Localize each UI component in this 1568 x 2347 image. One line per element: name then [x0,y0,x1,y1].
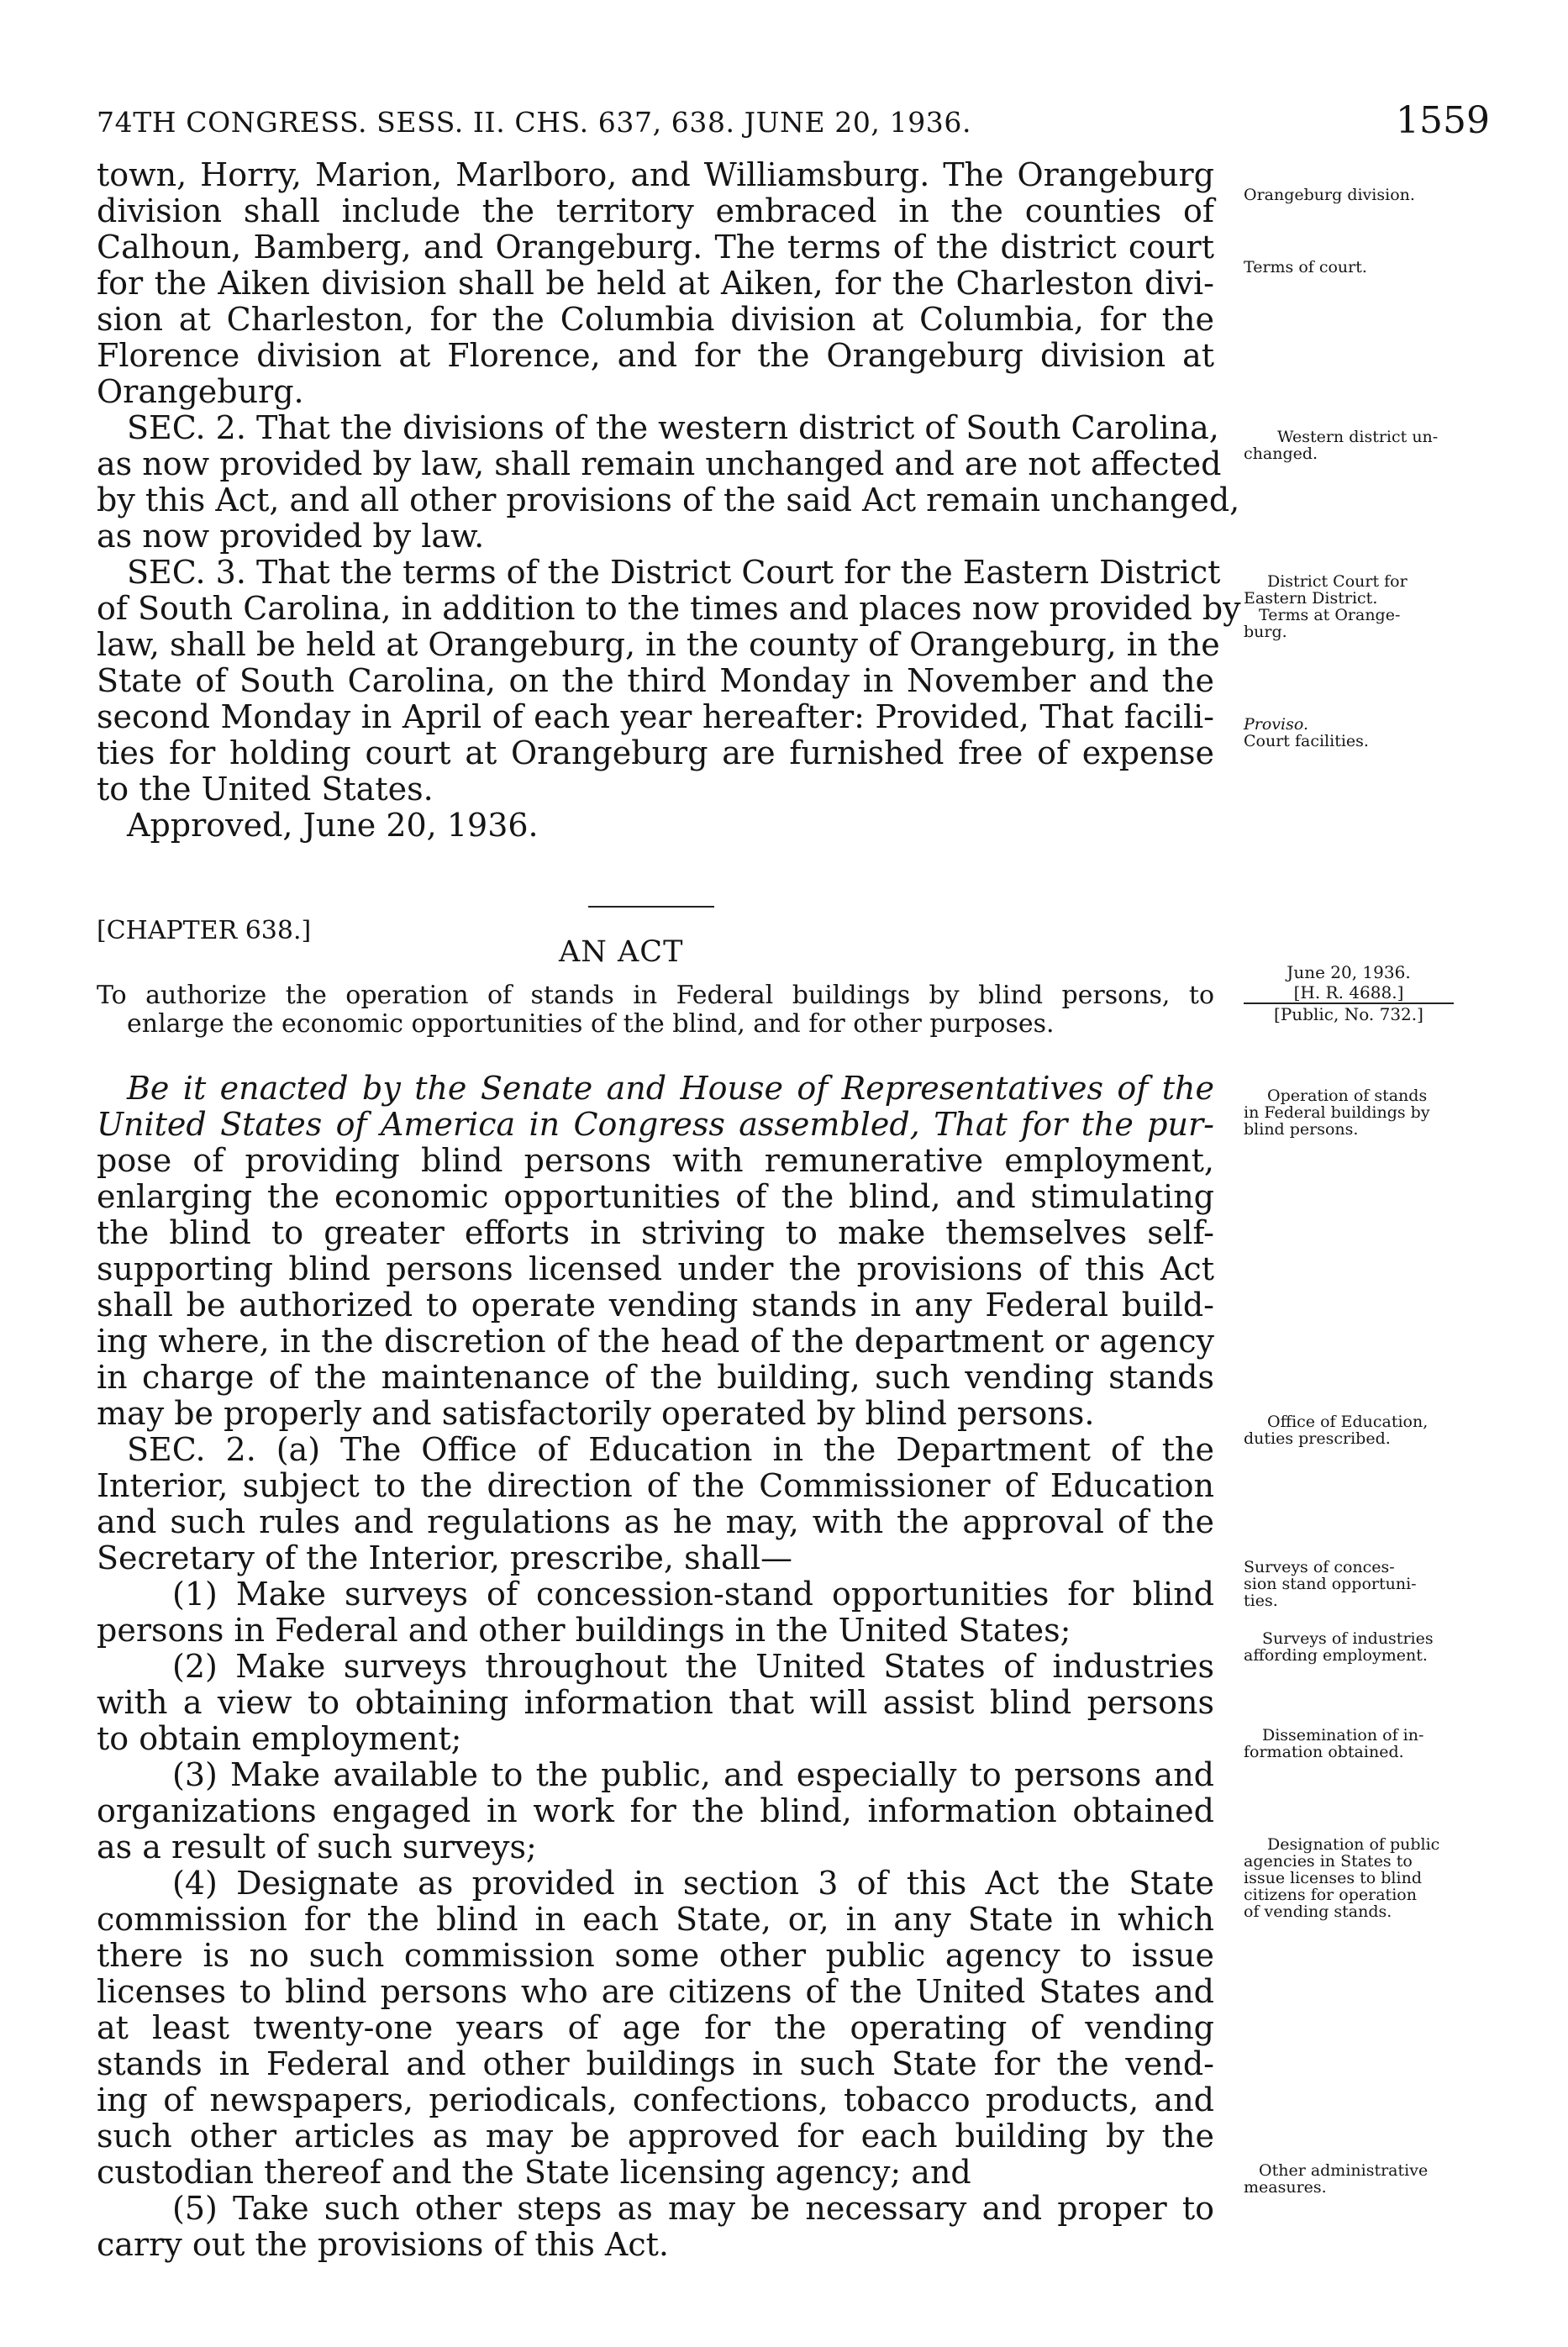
bill-number: [H. R. 4688.] [1293,982,1404,1002]
enacting-clause-line: Be it enacted by the Senate and House of Representatives of the [127,1070,1214,1107]
text-line: by this Act, and all other provisions of the said Act remain unchanged, [97,482,1240,518]
text-line: at least twenty-one years of age for the operating of vending [97,2009,1214,2046]
text-line: there is no such commission some other public agency to issue [97,1937,1214,1974]
clause-2-line: (2) Make surveys throughout the United States of industries [172,1648,1214,1685]
margin-note-terms-of-court: Terms of court. [1244,258,1367,276]
page-number: 1559 [1396,99,1490,142]
clause-3-line: (3) Make available to the public, and especially to persons and [172,1756,1214,1793]
margin-note-district-court: District Court for Eastern District. Terms at Orange- burg. [1244,572,1408,641]
approval-line: Approved, June 20, 1936. [127,807,539,844]
separator-rule [588,906,714,908]
margin-note-surveys-concession: Surveys of conces- sion stand opportuni- ties. [1244,1558,1417,1610]
text-line: as a result of such surveys; [97,1829,537,1865]
text-line: with a view to obtaining information that will assist blind persons [97,1684,1214,1721]
text-line: State of South Carolina, on the third Monday in November and the [97,662,1214,699]
text-line: ing where, in the discretion of the head of the department or agency [97,1323,1214,1360]
text-line: stands in Federal and other buildings in such State for the vend- [97,2045,1214,2082]
text-line: Secretary of the Interior, prescribe, shall— [97,1539,793,1576]
margin-note-dissemination: Dissemination of in- formation obtained. [1244,1726,1424,1761]
margin-note-designation: Designation of public agencies in States to issue licenses to blind citizens for operation of vending stands. [1244,1835,1440,1921]
margin-note-orangeburg-division: Orangeburg division. [1244,186,1415,204]
margin-note-office-of-education: Office of Education, duties prescribed. [1244,1413,1429,1448]
text-line: Florence division at Florence, and for the Orangeburg division at [97,337,1214,374]
chapter-638-text [97,1071,1214,2263]
page-header [97,99,1490,158]
text-line: Calhoun, Bamberg, and Orangeburg. The terms of the district court [97,229,1214,266]
text-line: pose of providing blind persons with remunerative employment, [97,1142,1214,1179]
text-line: enlarging the economic opportunities of the blind, and stimulating [97,1178,1214,1215]
chapter-label: [CHAPTER 638.] [97,916,312,945]
act-heading: AN ACT [559,935,684,969]
text-line: custodian thereof and the State licensing agency; and [97,2154,971,2191]
title-line: To authorize the operation of stands in Federal buildings by blind persons, to [97,981,1214,1010]
text-line: division shall include the territory embraced in the counties of [97,192,1214,229]
margin-note-other-administrative: Other administrative measures. [1244,2161,1429,2197]
text-line: of South Carolina, in addition to the times and places now provided by [97,590,1241,627]
text-line: to obtain employment; [97,1720,462,1757]
text-line: town, Horry, Marion, Marlboro, and Williamsburg. The Orangeburg [97,156,1214,193]
section-3-line: SEC. 3. That the terms of the District Court for the Eastern District [127,554,1221,591]
text-line: may be properly and satisfactorily operated by blind persons. [97,1395,1095,1432]
text-line: the blind to greater efforts in striving to make themselves self- [97,1214,1214,1251]
text-line: commission for the blind in each State, or, in any State in which [97,1901,1214,1938]
text-line: shall be authorized to operate vending stands in any Federal build- [97,1287,1214,1323]
text-line: Orangeburg. [97,373,304,410]
chapter-637-text [97,156,1241,844]
act-title [97,981,1214,1039]
text-line: as now provided by law. [97,518,485,555]
clause-5-line: (5) Take such other steps as may be necessary and proper to [172,2190,1214,2227]
text-line: persons in Federal and other buildings in the United States; [97,1612,1071,1649]
margin-note-operation-of-stands: Operation of stands in Federal buildings by blind persons. [1244,1087,1430,1139]
text-line: second Monday in April of each year hereafter: Provided, That facili- [97,698,1214,735]
text-line: for the Aiken division shall be held at Aiken, for the Charleston divi- [97,265,1214,302]
text-line: sion at Charleston, for the Columbia division at Columbia, for the [97,301,1214,338]
text-line: to the United States. [97,771,434,808]
text-line: law, shall be held at Orangeburg, in the county of Orangeburg, in the [97,626,1220,663]
bill-date: June 20, 1936. [1286,962,1411,982]
public-law-number: [Public, No. 732.] [1244,1002,1454,1024]
title-line: enlarge the economic opportunities of the blind, and for other purposes. [127,1009,1055,1039]
text-line: as now provided by law, shall remain unchanged and are not affected [97,445,1222,482]
text-line: such other articles as may be approved for each building by the [97,2118,1214,2155]
text-line: ing of newspapers, periodicals, confections, tobacco products, and [97,2081,1214,2118]
margin-note-proviso: Proviso. Court facilities. [1244,715,1369,750]
section-2-line: SEC. 2. That the divisions of the western district of South Carolina, [127,409,1219,446]
text-line: organizations engaged in work for the blind, information obtained [97,1792,1214,1829]
running-head: 74TH CONGRESS. SESS. II. CHS. 637, 638. JUNE 20, 1936. [97,106,972,139]
clause-1-line: (1) Make surveys of concession-stand opportunities for blind [172,1576,1214,1613]
text-line: licenses to blind persons who are citizens of the United States and [97,1973,1214,2010]
text-line: in charge of the maintenance of the building, such vending stands [97,1359,1214,1396]
margin-note-surveys-industries: Surveys of industries affording employment. [1244,1629,1434,1665]
section-2-line: SEC. 2. (a) The Office of Education in the Department of the [127,1431,1214,1468]
bill-info [1244,962,1454,1024]
clause-4-line: (4) Designate as provided in section 3 of this Act the State [172,1865,1214,1902]
enacting-clause-line: United States of America in Congress assembled, That for the pur- [97,1106,1214,1143]
text-line: Interior, subject to the direction of the Commissioner of Education [97,1467,1214,1504]
text-line: and such rules and regulations as he may, with the approval of the [97,1503,1214,1540]
text-line: supporting blind persons licensed under the provisions of this Act [97,1250,1214,1287]
text-line: ties for holding court at Orangeburg are furnished free of expense [97,734,1214,771]
margin-note-western-district: Western district un- changed. [1244,428,1439,463]
text-line: carry out the provisions of this Act. [97,2226,669,2263]
